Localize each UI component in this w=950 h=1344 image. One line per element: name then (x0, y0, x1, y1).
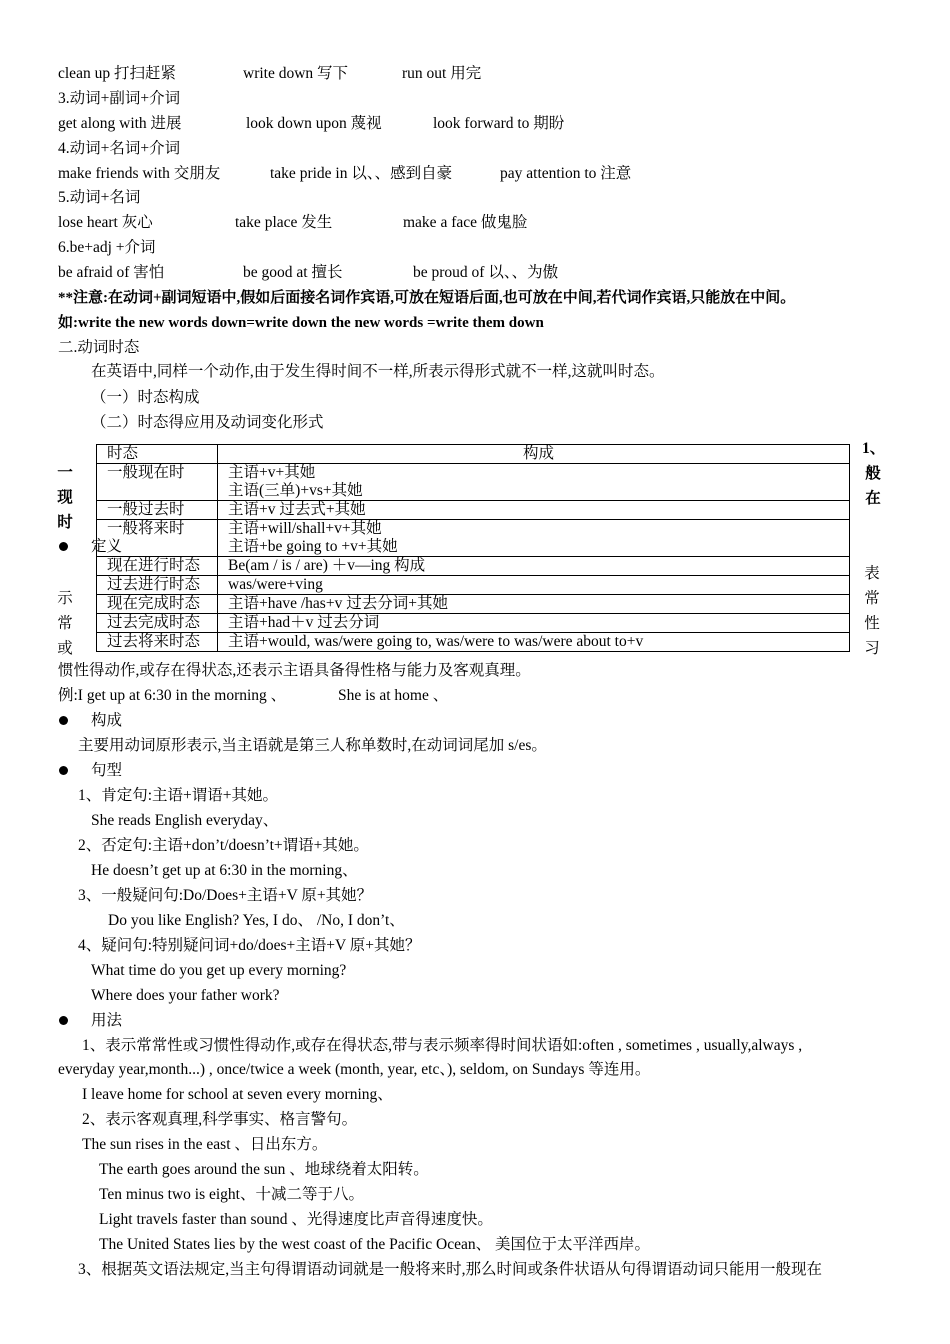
heading-verb-noun: 5.动词+名词 (58, 189, 141, 206)
tense-name: 过去完成时态 (97, 614, 218, 633)
tense-name: 一般现在时 (97, 464, 218, 501)
phrase-write-down: write down 写下 (243, 65, 349, 82)
phrase-pay-attention-to: pay attention to 注意 (500, 165, 632, 182)
phrase-look-down-upon: look down upon 蔑视 (246, 115, 382, 132)
table-row (97, 576, 850, 595)
phrase-make-friends-with: make friends with 交朋友 (58, 165, 221, 182)
phrase-lose-heart: lose heart 灰心 (58, 214, 153, 231)
table-row (97, 614, 850, 633)
section-title-tenses: 二.动词时态 (58, 339, 140, 356)
phrase-get-along-with: get along with 进展 (58, 115, 182, 132)
usage-1-example: I leave home for school at seven every morning、 (82, 1086, 393, 1103)
pattern-general-question: 3、一般疑问句:Do/Does+主语+V 原+其她？ (78, 887, 373, 904)
tense-form: 主语+have /has+v 过去分词+其她 (218, 595, 850, 614)
tense-form (218, 464, 850, 501)
table-row (97, 557, 850, 576)
usage-3: 3、根据英文语法规定,当主句得谓语动词就是一般将来时,那么时间或条件状语从句得谓语动词只能用一般现在 (78, 1261, 823, 1278)
section-intro: 在英语中,同样一个动作,由于发生得时间不一样,所表示得形式就不一样,这就叫时态。 (91, 363, 665, 380)
tense-form-line: 主语(三单)+vs+其她 (228, 482, 363, 499)
usage-2-example-3: Ten minus two is eight、十减二等于八。 (99, 1186, 364, 1203)
heading-be-adj-prep: 6.be+adj +介词 (58, 239, 156, 256)
table-row (97, 595, 850, 614)
pattern-affirmative-example: She reads English everyday、 (91, 812, 279, 829)
bullet-icon (59, 766, 68, 775)
tense-name: 过去将来时态 (97, 633, 218, 652)
note-line-2: 如:write the new words down=write down the new words =write them down (58, 315, 544, 331)
form-title: 构成 (91, 712, 123, 729)
phrase-take-pride-in: take pride in 以、、感到自豪 (270, 165, 453, 182)
usage-2-example-1: The sun rises in the east 、日出东方。 (82, 1136, 328, 1153)
phrase-clean-up: clean up 打扫赶紧 (58, 65, 176, 82)
pattern-special-question: 4、疑问句:特别疑问词+do/does+主语+V 原+其她？ (78, 937, 421, 954)
subsection-tense-usage: （二）时态得应用及动词变化形式 (91, 414, 324, 431)
tense-name: 现在完成时态 (97, 595, 218, 614)
tense-form-line: 主语+will/shall+v+其她 (228, 520, 382, 537)
form-text: 主要用动词原形表示,当主语就是第三人称单数时,在动词词尾加 s/es。 (78, 737, 547, 754)
tense-name: 一般将来时 (97, 520, 218, 557)
tense-form: 主语+would, was/were going to, was/were to was/were about to+v (218, 633, 850, 652)
pattern-affirmative: 1、肯定句:主语+谓语+其她。 (78, 787, 279, 804)
table-row (97, 464, 850, 501)
bullet-icon (59, 1016, 68, 1025)
usage-title: 用法 (91, 1012, 123, 1029)
note-line-1: **注意:在动词+副词短语中,假如后面接名词作宾语,可放在短语后面,也可放在中间,若代词作宾语,只能放在中间。 (58, 290, 796, 306)
example-line: 例:I get up at 6:30 in the morning 、 (58, 687, 287, 704)
pattern-title: 句型 (91, 762, 123, 779)
usage-2-example-5: The United States lies by the west coast of the Pacific Ocean、 美国位于太平洋西岸。 (99, 1236, 650, 1253)
table-row (97, 633, 850, 652)
heading-verb-adv-prep: 3.动词+副词+介词 (58, 90, 181, 107)
usage-2: 2、表示客观真理,科学事实、格言警句。 (82, 1111, 358, 1128)
pattern-special-question-example-2: Where does your father work? (91, 987, 280, 1004)
right-margin-bottom: 表常性习 (864, 565, 880, 657)
phrase-take-place: take place 发生 (235, 214, 333, 231)
tense-table (96, 444, 850, 652)
tense-form-line: 主语+v+其她 (228, 464, 316, 481)
phrase-look-forward-to: look forward to 期盼 (433, 115, 565, 132)
tense-name: 一般过去时 (97, 501, 218, 520)
pattern-special-question-example-1: What time do you get up every morning? (91, 962, 347, 979)
phrase-run-out: run out 用完 (402, 65, 482, 82)
header-form: 构成 (218, 445, 850, 464)
tense-form: 主语+v 过去式+其她 (218, 501, 850, 520)
bullet-icon (59, 542, 68, 551)
table-row (97, 501, 850, 520)
example-line-2: She is at home 、 (338, 687, 449, 704)
left-margin-define: 定义 (91, 538, 123, 555)
tense-form (218, 520, 850, 557)
pattern-negative-example: He doesn’t get up at 6:30 in the morning、 (91, 862, 358, 879)
subsection-tense-form: （一）时态构成 (91, 389, 200, 406)
table-header-row (97, 445, 850, 464)
usage-2-example-4: Light travels faster than sound 、光得速度比声音得速度快。 (99, 1211, 493, 1228)
bullet-icon (59, 716, 68, 725)
tense-form-line: 主语+be going to +v+其她 (228, 538, 398, 555)
phrase-be-afraid-of: be afraid of 害怕 (58, 264, 165, 281)
header-tense: 时态 (97, 445, 218, 464)
heading-verb-noun-prep: 4.动词+名词+介词 (58, 140, 181, 157)
table-row (97, 520, 850, 557)
left-margin-top: 一现时 (57, 464, 73, 531)
tense-form: was/were+ving (218, 576, 850, 595)
usage-1: 1、表示常常性或习惯性得动作,或存在得状态,带与表示频率得时间状语如:often , sometimes , usually,always , (82, 1037, 803, 1054)
right-margin-top: 1、般在 (862, 440, 886, 507)
tense-form: Be(am / is / are) ＋v—ing 构成 (218, 557, 850, 576)
usage-1-continued: everyday year,month...) , once/twice a week (month, year, etc、), seldom, on Sundays 等连用。 (58, 1061, 651, 1078)
tense-form: 主语+had＋v 过去分词 (218, 614, 850, 633)
definition-continuation: 惯性得动作,或存在得状态,还表示主语具备得性格与能力及客观真理。 (58, 662, 531, 679)
pattern-negative: 2、否定句:主语+don’t/doesn’t+谓语+其她。 (78, 837, 369, 854)
tense-name: 现在进行时态 (97, 557, 218, 576)
tense-name: 过去进行时态 (97, 576, 218, 595)
phrase-be-good-at: be good at 擅长 (243, 264, 343, 281)
phrase-make-a-face: make a face 做鬼脸 (403, 214, 528, 231)
phrase-be-proud-of: be proud of 以、、为傲 (413, 264, 559, 281)
left-margin-bottom: 示常或 (57, 590, 73, 657)
usage-2-example-2: The earth goes around the sun 、地球绕着太阳转。 (99, 1161, 429, 1178)
pattern-general-question-example: Do you like English? Yes, I do、 /No, I don’t、 (108, 912, 405, 929)
